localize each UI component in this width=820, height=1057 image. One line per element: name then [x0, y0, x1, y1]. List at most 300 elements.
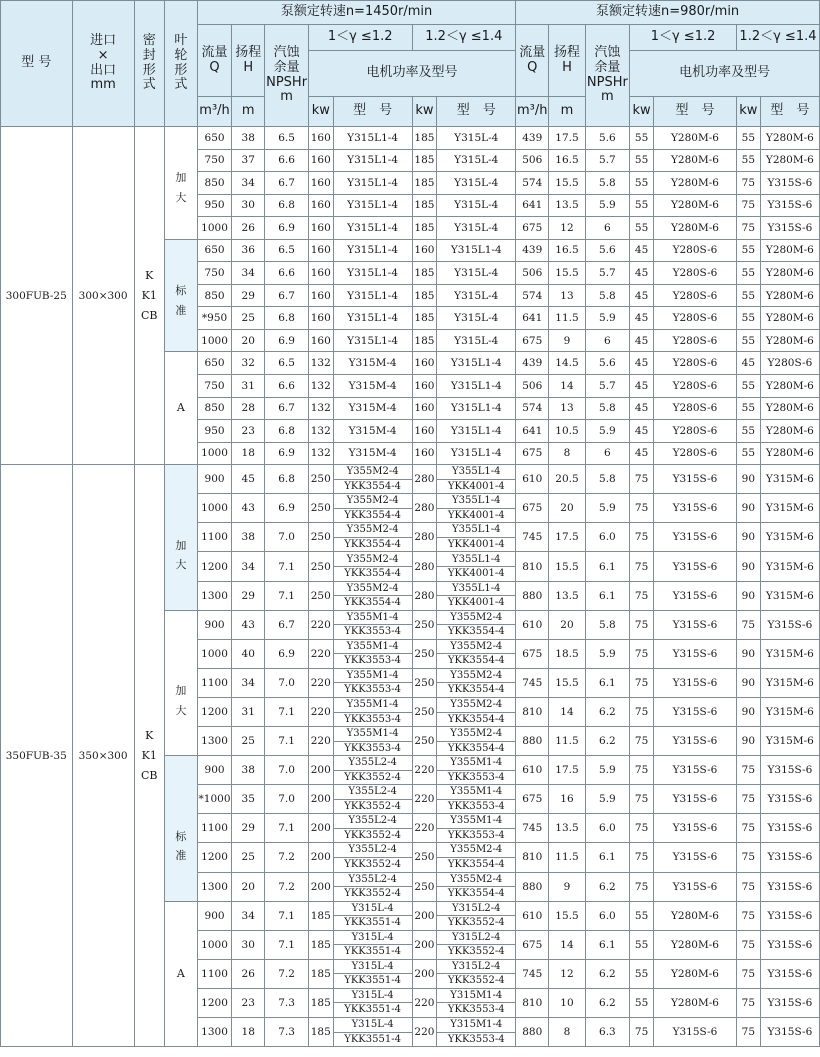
cell-npsh: 6.7	[265, 610, 309, 639]
cell-m1: Y315L1-4	[333, 329, 412, 352]
cell-npsh2: 6.1	[585, 552, 630, 581]
cell-npsh2: 6.0	[585, 523, 630, 552]
cell-kw3: 45	[630, 329, 654, 352]
cell-h: 34	[232, 668, 265, 697]
motor-model-line: Y355M2-4	[437, 727, 515, 742]
cell-m2	[437, 930, 516, 959]
cell-kw1: 132	[308, 420, 333, 443]
cell-kw2: 220	[412, 988, 437, 1017]
cell-npsh: 6.6	[265, 149, 309, 172]
cell-kw1: 220	[308, 668, 333, 697]
cell-npsh2: 5.8	[585, 610, 630, 639]
cell-q2: 810	[516, 552, 549, 581]
cell-kw4: 75	[736, 959, 760, 988]
cell-m1	[333, 639, 412, 668]
motor-model-line: YKK4001-4	[447, 568, 505, 580]
cell-kw1: 185	[308, 988, 333, 1017]
cell-npsh2: 5.8	[585, 172, 630, 195]
cell-m3: Y280M-6	[654, 217, 737, 240]
cell-q: 900	[197, 756, 231, 785]
cell-m1: Y315M-4	[333, 375, 412, 398]
motor-model-line: YKK3554-4	[447, 684, 505, 696]
header-flow-980: 流量 Q	[516, 25, 549, 97]
cell-q: 1300	[197, 581, 231, 610]
cell-h2: 11.5	[549, 307, 585, 330]
cell-m4: Y315S-6	[760, 610, 819, 639]
cell-kw4: 90	[736, 494, 760, 523]
cell-m2: Y315L-4	[437, 127, 516, 150]
cell-kw2: 185	[412, 149, 437, 172]
cell-kw1: 250	[308, 465, 333, 494]
cell-h2: 15.5	[549, 552, 585, 581]
cell-m4: Y280M-6	[760, 127, 819, 150]
cell-m2	[437, 1017, 516, 1046]
cell-h: 38	[232, 756, 265, 785]
cell-h2: 15.5	[549, 668, 585, 697]
cell-kw4: 55	[736, 307, 760, 330]
cell-m4: Y315S-6	[760, 814, 819, 843]
motor-model-line: Y355M2-4	[437, 669, 515, 684]
cell-kw3: 55	[630, 988, 654, 1017]
cell-kw4: 55	[736, 442, 760, 465]
motor-model-line: Y355L1-4	[437, 523, 515, 538]
cell-kw2: 160	[412, 397, 437, 420]
cell-q2: 675	[516, 785, 549, 814]
cell-npsh: 7.1	[265, 727, 309, 756]
header-head-980: 扬程 H	[549, 25, 585, 97]
cell-kw1: 185	[308, 959, 333, 988]
cell-kw1: 160	[308, 172, 333, 195]
motor-model-line: Y315L2-4	[437, 960, 515, 975]
cell-m2	[437, 785, 516, 814]
cell-h: 34	[232, 552, 265, 581]
cell-npsh: 7.0	[265, 756, 309, 785]
cell-m2: Y315L1-4	[437, 239, 516, 262]
cell-m2: Y315L1-4	[437, 375, 516, 398]
cell-kw2: 185	[412, 262, 437, 285]
cell-npsh: 6.8	[265, 465, 309, 494]
cell-m1: Y315M-4	[333, 397, 412, 420]
motor-model-line: YKK3551-4	[344, 946, 401, 958]
cell-h: 35	[232, 785, 265, 814]
cell-q2: 641	[516, 194, 549, 217]
cell-kw1: 220	[308, 610, 333, 639]
cell-kw2: 200	[412, 959, 437, 988]
cell-npsh: 7.3	[265, 988, 309, 1017]
cell-q2: 610	[516, 610, 549, 639]
cell-m4: Y280M-6	[760, 397, 819, 420]
header-model: 型 号	[1, 1, 73, 127]
cell-m1	[333, 523, 412, 552]
cell-q: 850	[197, 284, 231, 307]
cell-kw4: 90	[736, 581, 760, 610]
cell-h2: 13	[549, 284, 585, 307]
cell-q2: 439	[516, 239, 549, 262]
cell-m1	[333, 494, 412, 523]
cell-npsh: 6.5	[265, 239, 309, 262]
cell-kw1: 250	[308, 581, 333, 610]
cell-kw3: 45	[630, 397, 654, 420]
cell-npsh2: 5.9	[585, 420, 630, 443]
cell-h: 31	[232, 697, 265, 726]
impeller-type-label: 大	[175, 703, 187, 717]
motor-model-line: YKK4001-4	[447, 480, 505, 492]
motor-model-line: YKK3553-4	[344, 742, 401, 754]
cell-npsh: 7.2	[265, 872, 309, 901]
cell-h2: 14	[549, 930, 585, 959]
impeller-type-label: 标	[175, 283, 187, 297]
cell-m1	[333, 1017, 412, 1046]
cell-npsh2: 5.6	[585, 352, 630, 375]
cell-q: 1200	[197, 988, 231, 1017]
cell-npsh: 6.8	[265, 194, 309, 217]
cell-m1	[333, 930, 412, 959]
cell-m2	[437, 639, 516, 668]
cell-npsh: 7.0	[265, 668, 309, 697]
cell-npsh2: 5.8	[585, 465, 630, 494]
cell-h2: 18.5	[549, 639, 585, 668]
cell-m4: Y315S-6	[760, 1017, 819, 1046]
cell-m2	[437, 610, 516, 639]
cell-m4: Y280M-6	[760, 375, 819, 398]
cell-kw1: 160	[308, 217, 333, 240]
cell-kw4: 55	[736, 420, 760, 443]
cell-h2: 17.5	[549, 756, 585, 785]
impeller-type-label: 大	[175, 190, 187, 204]
cell-npsh2: 6	[585, 329, 630, 352]
cell-m4: Y315M-6	[760, 668, 819, 697]
cell-m4: Y280M-6	[760, 149, 819, 172]
cell-h: 29	[232, 581, 265, 610]
header-flow: 流量 Q	[197, 25, 231, 97]
cell-h2: 9	[549, 329, 585, 352]
cell-m3: Y315S-6	[654, 697, 737, 726]
cell-npsh: 6.9	[265, 639, 309, 668]
cell-m4: Y280S-6	[760, 352, 819, 375]
motor-model-line: Y355L2-4	[334, 756, 412, 771]
cell-m4: Y280M-6	[760, 262, 819, 285]
motor-model-line: YKK3554-4	[447, 742, 505, 754]
cell-m4: Y315S-6	[760, 988, 819, 1017]
cell-kw4: 55	[736, 262, 760, 285]
cell-q: 1300	[197, 1017, 231, 1046]
cell-m2	[437, 988, 516, 1017]
cell-kw3: 45	[630, 307, 654, 330]
cell-kw2: 160	[412, 375, 437, 398]
cell-m3: Y280M-6	[654, 127, 737, 150]
cell-m4: Y280M-6	[760, 420, 819, 443]
cell-kw3: 45	[630, 239, 654, 262]
cell-h2: 16.5	[549, 149, 585, 172]
table-row	[1, 465, 820, 494]
header-gamma-low-980: 1＜γ ≤1.2	[630, 25, 737, 51]
cell-kw1: 160	[308, 307, 333, 330]
cell-q2: 745	[516, 523, 549, 552]
cell-q2: 506	[516, 375, 549, 398]
cell-m4: Y315M-6	[760, 581, 819, 610]
cell-q: 950	[197, 194, 231, 217]
cell-kw2: 280	[412, 494, 437, 523]
cell-npsh: 7.2	[265, 843, 309, 872]
cell-kw3: 45	[630, 352, 654, 375]
cell-npsh: 7.1	[265, 697, 309, 726]
cell-m1: Y315L1-4	[333, 127, 412, 150]
impeller-type-label: A	[176, 966, 185, 980]
header-unit-model: 型 号	[760, 97, 819, 127]
cell-kw3: 45	[630, 420, 654, 443]
cell-kw4: 90	[736, 727, 760, 756]
impeller-type-label: 标	[175, 829, 187, 843]
cell-m3: Y280S-6	[654, 307, 737, 330]
cell-npsh2: 6.1	[585, 581, 630, 610]
cell-q2: 810	[516, 843, 549, 872]
cell-h: 25	[232, 843, 265, 872]
header-unit-head: m	[549, 97, 585, 127]
cell-m4: Y315S-6	[760, 843, 819, 872]
cell-kw2: 280	[412, 523, 437, 552]
cell-h: 26	[232, 217, 265, 240]
cell-kw4: 55	[736, 127, 760, 150]
cell-kw1: 200	[308, 756, 333, 785]
motor-model-line: YKK3554-4	[344, 568, 401, 580]
cell-kw1: 220	[308, 727, 333, 756]
cell-kw4: 75	[736, 217, 760, 240]
cell-kw3: 55	[630, 194, 654, 217]
cell-npsh: 6.8	[265, 420, 309, 443]
inlet-outlet-size-cell: 300×300	[72, 127, 134, 465]
cell-kw3: 45	[630, 375, 654, 398]
cell-m1: Y315L1-4	[333, 239, 412, 262]
seal-type-cell	[134, 127, 164, 465]
motor-model-line: Y355M1-4	[334, 640, 412, 655]
seal-type-label: K1	[141, 288, 157, 302]
cell-npsh2: 6.2	[585, 959, 630, 988]
cell-q: 1200	[197, 697, 231, 726]
cell-npsh2: 6	[585, 442, 630, 465]
cell-npsh2: 5.9	[585, 194, 630, 217]
motor-model-line: YKK3552-4	[344, 800, 401, 812]
cell-m2	[437, 697, 516, 726]
motor-model-line: YKK3553-4	[344, 655, 401, 667]
cell-m3: Y280S-6	[654, 352, 737, 375]
impeller-type-cell	[164, 239, 197, 352]
impeller-type-label: 加	[175, 171, 187, 185]
cell-q2: 610	[516, 901, 549, 930]
cell-q2: 506	[516, 262, 549, 285]
cell-kw1: 250	[308, 552, 333, 581]
cell-m2: Y315L-4	[437, 149, 516, 172]
cell-q: 1000	[197, 930, 231, 959]
cell-q2: 745	[516, 668, 549, 697]
cell-h: 18	[232, 442, 265, 465]
cell-npsh2: 6.2	[585, 697, 630, 726]
cell-m3: Y280M-6	[654, 959, 737, 988]
cell-q: 850	[197, 172, 231, 195]
header-unit-kw: kw	[308, 97, 333, 127]
cell-m4: Y315M-6	[760, 727, 819, 756]
cell-m1: Y315L1-4	[333, 149, 412, 172]
cell-npsh2: 6.1	[585, 930, 630, 959]
cell-kw1: 200	[308, 785, 333, 814]
cell-m3: Y315S-6	[654, 465, 737, 494]
cell-kw1: 185	[308, 901, 333, 930]
cell-m3: Y315S-6	[654, 581, 737, 610]
cell-m4: Y280M-6	[760, 239, 819, 262]
cell-npsh: 6.7	[265, 284, 309, 307]
header-gamma-low: 1＜γ ≤1.2	[308, 25, 412, 51]
motor-model-line: YKK4001-4	[447, 509, 505, 521]
cell-h: 43	[232, 610, 265, 639]
impeller-type-label: 准	[175, 849, 187, 863]
cell-m3: Y280S-6	[654, 442, 737, 465]
cell-h2: 10.5	[549, 420, 585, 443]
cell-q2: 641	[516, 420, 549, 443]
cell-npsh2: 6.1	[585, 843, 630, 872]
cell-q2: 675	[516, 217, 549, 240]
cell-m3: Y315S-6	[654, 872, 737, 901]
cell-q2: 574	[516, 172, 549, 195]
header-motor-power: 电机功率及型号	[308, 51, 515, 97]
cell-m3: Y315S-6	[654, 639, 737, 668]
cell-q: 1100	[197, 814, 231, 843]
motor-model-line: YKK3554-4	[344, 480, 401, 492]
cell-q2: 439	[516, 352, 549, 375]
header-speed-980: 泵额定转速n=980r/min	[516, 1, 820, 25]
cell-kw1: 160	[308, 329, 333, 352]
cell-kw4: 45	[736, 352, 760, 375]
cell-kw4: 75	[736, 872, 760, 901]
motor-model-line: Y315L2-4	[437, 931, 515, 946]
header-npsh: 汽蚀 余量 NPSHr m	[265, 25, 309, 127]
cell-m1	[333, 552, 412, 581]
cell-h: 29	[232, 284, 265, 307]
cell-kw2: 280	[412, 465, 437, 494]
cell-h2: 15.5	[549, 901, 585, 930]
cell-npsh: 7.3	[265, 1017, 309, 1046]
cell-m3: Y280M-6	[654, 901, 737, 930]
impeller-type-label: A	[176, 401, 185, 415]
cell-kw2: 280	[412, 552, 437, 581]
cell-h: 31	[232, 375, 265, 398]
cell-m3: Y315S-6	[654, 814, 737, 843]
cell-m4: Y315S-6	[760, 901, 819, 930]
cell-q: 1000	[197, 442, 231, 465]
cell-h2: 17.5	[549, 127, 585, 150]
cell-m2: Y315L-4	[437, 284, 516, 307]
cell-m4: Y315M-6	[760, 523, 819, 552]
cell-m1: Y315L1-4	[333, 262, 412, 285]
cell-q: 750	[197, 375, 231, 398]
cell-q: 750	[197, 149, 231, 172]
motor-model-line: YKK3552-4	[447, 917, 505, 929]
cell-m4: Y315S-6	[760, 959, 819, 988]
cell-m1: Y315L1-4	[333, 194, 412, 217]
cell-q2: 574	[516, 284, 549, 307]
cell-npsh2: 5.9	[585, 639, 630, 668]
header-speed-1450: 泵额定转速n=1450r/min	[197, 1, 515, 25]
cell-m3: Y315S-6	[654, 785, 737, 814]
cell-kw3: 75	[630, 552, 654, 581]
cell-m1	[333, 668, 412, 697]
cell-h2: 15.5	[549, 172, 585, 195]
motor-model-line: Y355M2-4	[334, 494, 412, 509]
cell-h2: 15.5	[549, 262, 585, 285]
cell-kw2: 220	[412, 1017, 437, 1046]
cell-h2: 14	[549, 375, 585, 398]
cell-m2	[437, 843, 516, 872]
cell-m2	[437, 668, 516, 697]
cell-kw2: 250	[412, 872, 437, 901]
cell-m4: Y315M-6	[760, 697, 819, 726]
cell-m2	[437, 727, 516, 756]
cell-kw1: 132	[308, 397, 333, 420]
cell-kw2: 280	[412, 581, 437, 610]
impeller-type-cell	[164, 352, 197, 465]
cell-kw4: 75	[736, 988, 760, 1017]
impeller-type-cell	[164, 901, 197, 1046]
cell-kw1: 160	[308, 194, 333, 217]
cell-h: 28	[232, 397, 265, 420]
seal-type-label: K	[145, 728, 154, 742]
motor-model-line: YKK3554-4	[447, 858, 505, 870]
cell-q2: 880	[516, 581, 549, 610]
motor-model-line: Y355M2-4	[334, 553, 412, 568]
cell-h2: 12	[549, 959, 585, 988]
cell-m4: Y315S-6	[760, 217, 819, 240]
motor-model-line: Y355L2-4	[334, 814, 412, 829]
cell-q2: 880	[516, 727, 549, 756]
cell-kw2: 250	[412, 610, 437, 639]
cell-kw4: 75	[736, 1017, 760, 1046]
cell-kw4: 55	[736, 284, 760, 307]
cell-npsh2: 5.8	[585, 284, 630, 307]
cell-q2: 675	[516, 930, 549, 959]
cell-m4: Y315S-6	[760, 194, 819, 217]
cell-kw3: 75	[630, 756, 654, 785]
cell-h2: 13	[549, 397, 585, 420]
cell-q2: 675	[516, 639, 549, 668]
cell-m2	[437, 523, 516, 552]
cell-m1: Y315L1-4	[333, 172, 412, 195]
motor-model-line: Y355M2-4	[334, 582, 412, 597]
cell-kw2: 185	[412, 172, 437, 195]
cell-q2: 675	[516, 494, 549, 523]
cell-q: *950	[197, 307, 231, 330]
cell-q2: 610	[516, 465, 549, 494]
cell-npsh: 7.0	[265, 785, 309, 814]
cell-kw2: 185	[412, 217, 437, 240]
cell-q: 650	[197, 352, 231, 375]
cell-kw2: 200	[412, 901, 437, 930]
cell-h: 23	[232, 420, 265, 443]
cell-m2: Y315L1-4	[437, 420, 516, 443]
cell-npsh2: 6.1	[585, 668, 630, 697]
cell-q2: 675	[516, 329, 549, 352]
cell-m2	[437, 581, 516, 610]
cell-m4: Y315M-6	[760, 494, 819, 523]
table-row	[1, 127, 820, 150]
cell-kw3: 75	[630, 843, 654, 872]
cell-q2: 880	[516, 872, 549, 901]
cell-m4: Y280M-6	[760, 329, 819, 352]
motor-model-line: YKK3552-4	[447, 946, 505, 958]
impeller-type-label: 加	[175, 538, 187, 552]
motor-model-line: Y355L1-4	[437, 582, 515, 597]
cell-kw1: 185	[308, 1017, 333, 1046]
motor-model-line: YKK3554-4	[447, 713, 505, 725]
impeller-type-cell	[164, 127, 197, 240]
header-inlet-outlet: 进口 × 出口 mm	[72, 1, 134, 127]
